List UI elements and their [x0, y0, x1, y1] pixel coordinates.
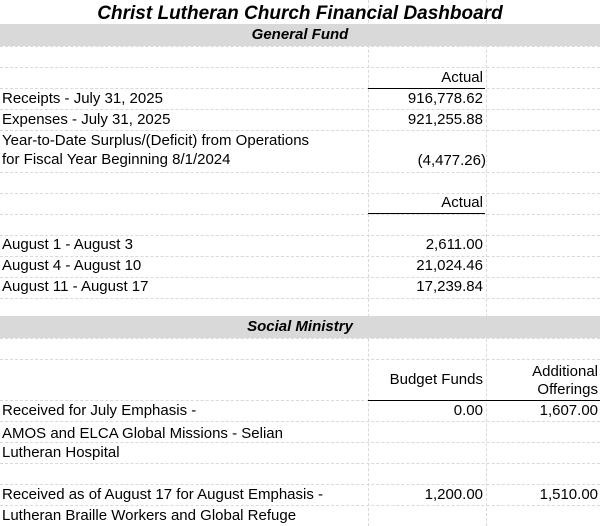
week-value: 17,239.84: [416, 278, 483, 295]
july-budget-value: 0.00: [453, 402, 483, 419]
surplus-label-line1: Year-to-Date Surplus/(Deficit) from Operations: [2, 132, 310, 149]
july-emphasis-detail-line1: AMOS and ELCA Global Missions - Selian: [2, 425, 283, 442]
receipts-label: Receipts - July 31, 2025: [2, 90, 163, 107]
grid-row-line: [0, 298, 600, 299]
weekly-header-underline: [368, 213, 485, 214]
grid-row-line: [0, 214, 600, 215]
august-budget-value: 1,200.00: [424, 486, 483, 503]
expenses-label: Expenses - July 31, 2025: [2, 111, 171, 128]
week-label: August 4 - August 10: [2, 257, 142, 274]
general-fund-heading: General Fund: [251, 26, 349, 43]
grid-row-line: [0, 359, 600, 360]
week-value: 21,024.46: [416, 257, 483, 274]
additional-offerings-header-line2: Offerings: [537, 381, 598, 398]
grid-col-line: [486, 0, 487, 526]
august-emphasis-detail: Lutheran Braille Workers and Global Refuge: [2, 507, 297, 524]
additional-offerings-header-line1: Additional: [532, 363, 598, 380]
surplus-label-line2: for Fiscal Year Beginning 8/1/2024: [2, 151, 231, 168]
expenses-value: 921,255.88: [407, 111, 483, 128]
grid-row-line: [0, 463, 600, 464]
week-label: August 1 - August 3: [2, 236, 133, 253]
grid-row-line: [0, 172, 600, 173]
page-title: Christ Lutheran Church Financial Dashboard: [97, 3, 503, 24]
receipts-value: 916,778.62: [407, 90, 483, 107]
week-value: 2,611.00: [425, 236, 483, 253]
july-emphasis-label: Received for July Emphasis -: [2, 402, 197, 419]
weekly-actual-header: Actual: [441, 194, 483, 211]
actual-column-header: Actual: [441, 69, 483, 86]
grid-row-line: [0, 67, 600, 68]
week-label: August 11 - August 17: [2, 278, 149, 295]
july-additional-value: 1,607.00: [539, 402, 598, 419]
grid-row-line: [0, 193, 600, 194]
surplus-value: (4,477.26): [417, 152, 486, 169]
grid-row-line: [0, 46, 600, 47]
budget-funds-header: Budget Funds: [389, 371, 483, 388]
grid-row-line: [0, 421, 600, 422]
social-ministry-heading: Social Ministry: [247, 318, 353, 335]
august-additional-value: 1,510.00: [539, 486, 598, 503]
august-emphasis-label: Received as of August 17 for August Emphasis -: [2, 486, 324, 503]
grid-row-line: [0, 338, 600, 339]
july-emphasis-detail-line2: Lutheran Hospital: [2, 444, 120, 461]
